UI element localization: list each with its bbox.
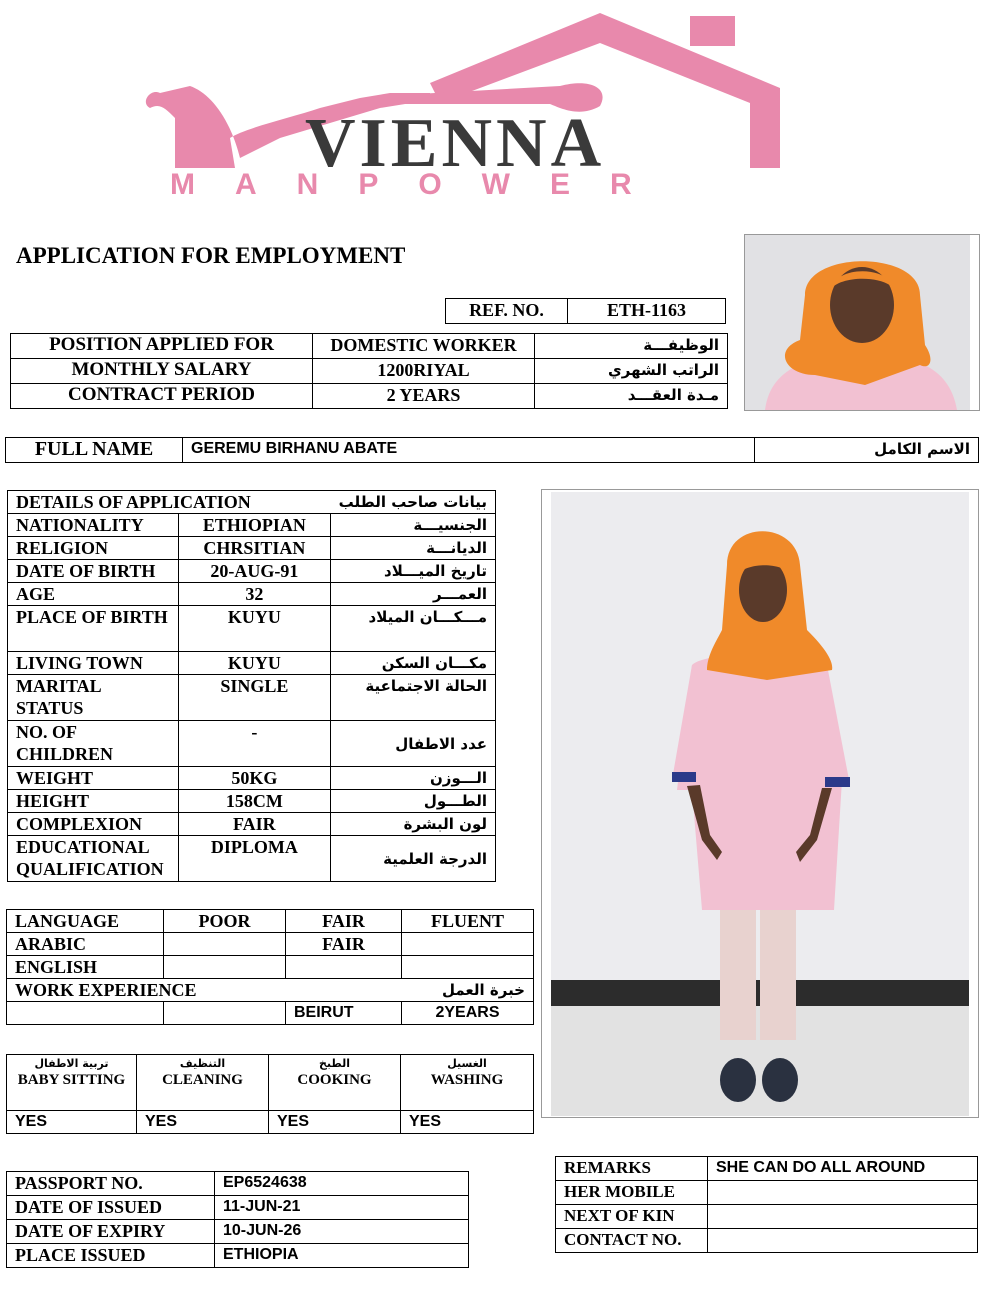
position-label: POSITION APPLIED FOR: [11, 334, 313, 359]
remarks-table: [555, 1156, 978, 1253]
skills-table: [6, 1054, 534, 1134]
detail-arabic: تاريخ الميـــلاد: [331, 560, 496, 583]
detail-value: 50KG: [178, 767, 331, 790]
details-row: [8, 836, 496, 882]
experience-row: [7, 1002, 534, 1025]
logo-tagline-text: MANPOWER: [170, 168, 672, 201]
position-row: [11, 334, 728, 359]
work-experience-arabic: خبرة العمل: [402, 979, 534, 1002]
logo-brand-text: VIENNA: [305, 105, 606, 182]
detail-label: MARITAL STATUS: [8, 675, 179, 721]
skills-value-row: [7, 1111, 534, 1134]
full-body-photo: [541, 489, 979, 1118]
passport-row: [7, 1220, 469, 1244]
language-poor: [164, 933, 286, 956]
detail-value: ETHIOPIAN: [178, 514, 331, 537]
ref-value: ETH-1163: [568, 299, 726, 324]
remarks-value: [708, 1181, 978, 1205]
remarks-row: [556, 1157, 978, 1181]
detail-arabic: الحالة الاجتماعية: [331, 675, 496, 721]
detail-arabic: لون البشرة: [331, 813, 496, 836]
salary-arabic: الراتب الشهري: [535, 359, 728, 384]
detail-arabic: الـــوزن: [331, 767, 496, 790]
full-name-value: GEREMU BIRHANU ABATE: [183, 438, 755, 463]
detail-label: RELIGION: [8, 537, 179, 560]
contract-label: CONTRACT PERIOD: [11, 384, 313, 409]
remarks-row: [556, 1205, 978, 1229]
detail-label: NATIONALITY: [8, 514, 179, 537]
detail-arabic: عدد الاطفال: [331, 721, 496, 767]
details-row: [8, 652, 496, 675]
detail-label: WEIGHT: [8, 767, 179, 790]
detail-value: FAIR: [178, 813, 331, 836]
contract-arabic: مـدة العقـــد: [535, 384, 728, 409]
details-row: [8, 514, 496, 537]
detail-value: -: [178, 721, 331, 767]
position-table: [10, 333, 728, 409]
language-header-row: [7, 910, 534, 933]
detail-label: NO. OF CHILDREN: [8, 721, 179, 767]
passport-value: 10-JUN-26: [215, 1220, 469, 1244]
skill-arabic: الغسيل: [447, 1057, 487, 1070]
detail-label: AGE: [8, 583, 179, 606]
passport-row: [7, 1172, 469, 1196]
detail-label: COMPLEXION: [8, 813, 179, 836]
detail-value: KUYU: [178, 606, 331, 652]
poor-header: POOR: [164, 910, 286, 933]
ref-label: REF. NO.: [446, 299, 568, 324]
detail-label: EDUCATIONAL QUALIFICATION: [8, 836, 179, 882]
passport-table: [6, 1171, 469, 1268]
passport-label: DATE OF EXPIRY: [7, 1220, 215, 1244]
details-row: [8, 537, 496, 560]
experience-cell: [7, 1002, 164, 1025]
detail-label: HEIGHT: [8, 790, 179, 813]
details-row: [8, 790, 496, 813]
detail-value: KUYU: [178, 652, 331, 675]
details-header: DETAILS OF APPLICATION: [8, 491, 331, 514]
fluent-header: FLUENT: [402, 910, 534, 933]
skill-arabic: الطبخ: [318, 1057, 351, 1070]
passport-label: PASSPORT NO.: [7, 1172, 215, 1196]
remarks-label: NEXT OF KIN: [556, 1205, 708, 1229]
detail-arabic: مكـــان السكن: [331, 652, 496, 675]
details-header-row: [8, 491, 496, 514]
position-value: DOMESTIC WORKER: [313, 334, 535, 359]
passport-label: PLACE ISSUED: [7, 1244, 215, 1268]
headshot-photo: [744, 234, 980, 411]
detail-label: DATE OF BIRTH: [8, 560, 179, 583]
skill-value: YES: [269, 1111, 401, 1134]
details-table: [7, 490, 496, 882]
remarks-value: [708, 1229, 978, 1253]
passport-value: ETHIOPIA: [215, 1244, 469, 1268]
detail-arabic: الدرجة العلمية: [331, 836, 496, 882]
experience-duration: 2YEARS: [402, 1002, 534, 1025]
position-arabic: الوظيفـــة: [535, 334, 728, 359]
contract-row: [11, 384, 728, 409]
details-row: [8, 583, 496, 606]
fair-header: FAIR: [286, 910, 402, 933]
remarks-row: [556, 1229, 978, 1253]
details-row: [8, 721, 496, 767]
passport-value: 11-JUN-21: [215, 1196, 469, 1220]
detail-value: 20-AUG-91: [178, 560, 331, 583]
detail-arabic: الديانـــة: [331, 537, 496, 560]
language-fair: [286, 956, 402, 979]
detail-arabic: الجنسيـــة: [331, 514, 496, 537]
skills-header-row: [7, 1055, 534, 1111]
ref-table: [445, 298, 726, 324]
salary-label: MONTHLY SALARY: [11, 359, 313, 384]
skill-label: BABY SITTING: [17, 1072, 126, 1088]
remarks-label: REMARKS: [556, 1157, 708, 1181]
remarks-label: HER MOBILE: [556, 1181, 708, 1205]
full-name-arabic: الاسم الكامل: [755, 438, 979, 463]
contract-value: 2 YEARS: [313, 384, 535, 409]
skill-label: CLEANING: [162, 1072, 243, 1088]
details-row: [8, 606, 496, 652]
language-header: LANGUAGE: [7, 910, 164, 933]
details-row: [8, 560, 496, 583]
detail-value: SINGLE: [178, 675, 331, 721]
details-row: [8, 767, 496, 790]
skill-header-cooking: [269, 1055, 401, 1111]
passport-row: [7, 1244, 469, 1268]
full-name-label: FULL NAME: [6, 438, 183, 463]
remarks-value: SHE CAN DO ALL AROUND: [708, 1157, 978, 1181]
passport-value: EP6524638: [215, 1172, 469, 1196]
work-experience-label: WORK EXPERIENCE: [7, 979, 402, 1002]
remarks-value: [708, 1205, 978, 1229]
work-experience-header-row: [7, 979, 534, 1002]
skill-label: COOKING: [297, 1072, 372, 1088]
remarks-row: [556, 1181, 978, 1205]
salary-row: [11, 359, 728, 384]
skill-arabic: تربية الاطفال: [34, 1057, 109, 1070]
language-name: ENGLISH: [7, 956, 164, 979]
remarks-label: CONTACT NO.: [556, 1229, 708, 1253]
details-header-arabic: بيانات صاحب الطلب: [331, 491, 496, 514]
detail-value: CHRSITIAN: [178, 537, 331, 560]
details-row: [8, 675, 496, 721]
detail-arabic: العمـــر: [331, 583, 496, 606]
passport-row: [7, 1196, 469, 1220]
skill-value: YES: [7, 1111, 137, 1134]
skill-label: WASHING: [430, 1072, 504, 1088]
language-fluent: [402, 956, 534, 979]
page-title: APPLICATION FOR EMPLOYMENT: [16, 243, 406, 268]
skill-header-cleaning: [137, 1055, 269, 1111]
experience-cell: [164, 1002, 286, 1025]
detail-label: LIVING TOWN: [8, 652, 179, 675]
skill-header-washing: [401, 1055, 534, 1111]
detail-arabic: الطـــول: [331, 790, 496, 813]
detail-value: 32: [178, 583, 331, 606]
detail-label: PLACE OF BIRTH: [8, 606, 179, 652]
language-fluent: [402, 933, 534, 956]
language-row: [7, 956, 534, 979]
detail-arabic: مـــكـــان الميلاد: [331, 606, 496, 652]
passport-label: DATE OF ISSUED: [7, 1196, 215, 1220]
language-name: ARABIC: [7, 933, 164, 956]
logo-graphic: [130, 8, 810, 208]
skill-header-babysitting: [7, 1055, 137, 1111]
skill-arabic: التنظيف: [179, 1057, 226, 1070]
experience-country: BEIRUT: [286, 1002, 402, 1025]
skill-value: YES: [401, 1111, 534, 1134]
language-row: [7, 933, 534, 956]
language-poor: [164, 956, 286, 979]
skill-value: YES: [137, 1111, 269, 1134]
full-name-table: [5, 437, 979, 463]
salary-value: 1200RIYAL: [313, 359, 535, 384]
language-table: [6, 909, 534, 1025]
language-fair: FAIR: [286, 933, 402, 956]
detail-value: 158CM: [178, 790, 331, 813]
detail-value: DIPLOMA: [178, 836, 331, 882]
company-logo: [130, 8, 810, 208]
details-row: [8, 813, 496, 836]
